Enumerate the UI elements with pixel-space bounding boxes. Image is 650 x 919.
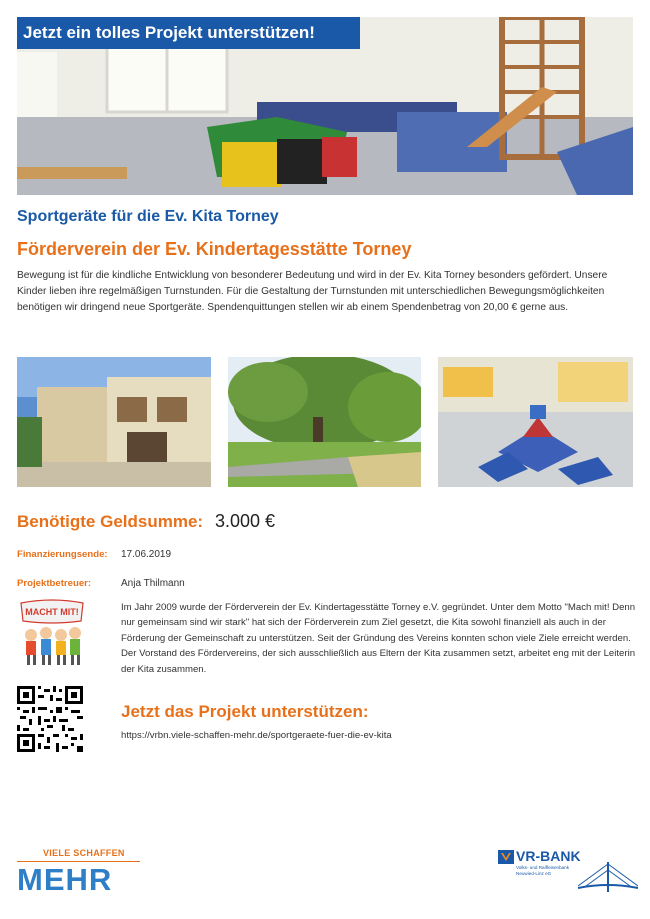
hero-image: [17, 17, 633, 195]
viele-schaffen-mehr-logo: [17, 848, 142, 896]
vr-bank-emblem-icon: [498, 850, 514, 864]
qr-code[interactable]: [17, 686, 83, 752]
vr-bank-subtitle: Volks- und Raiffeisenbank Neuwied-Linz eG: [516, 865, 570, 876]
photo-kita-gym: [438, 357, 633, 487]
funding-label: Benötigte Geldsumme:: [17, 512, 204, 531]
hero-banner: Jetzt ein tolles Projekt unterstützen!: [17, 17, 360, 49]
machmit-logo: [17, 599, 87, 667]
photo-kita-building: [17, 357, 211, 487]
vs-logo-big-text: MEHR: [17, 862, 113, 897]
funding-end-label: Finanzierungsende:: [17, 549, 108, 560]
manager-label: Projektbetreuer:: [17, 578, 92, 589]
funding-end-date: 17.06.2019: [121, 549, 172, 560]
funding-amount: 3.000 €: [215, 511, 276, 531]
machmit-badge-text: MACHT MIT!: [25, 607, 79, 617]
project-description: Bewegung ist für die kindliche Entwicklung von besonderer Bedeutung und wird in der Ev. Kita Torney besonders gefördert. Unsere Kinder lieben ihre regelmäßigen Turnstunden. Für die Gestaltung der Turnstunden mit unterschiedlichen Bewegungsmöglichkeiten benötigen wir dringend neue Sportgeräte. Spendenquittungen stellen wir ab einem Spendenbetrag von 20,00 € gerne aus.: [17, 270, 608, 313]
vr-bank-name: VR-BANK: [516, 848, 581, 864]
bridge-icon: [578, 862, 638, 894]
support-url-link[interactable]: https://vrbn.viele-schaffen-mehr.de/sportgeraete-fuer-die-ev-kita: [121, 730, 392, 741]
vr-bank-logo: [498, 848, 638, 898]
about-text: Im Jahr 2009 wurde der Förderverein der Ev. Kindertagesstätte Torney e.V. gegründet. Unter dem Motto "Mach mit! Denn nur gemeinsam sind wir stark" hat sich der Förderverein zum Ziel gesetzt, die Kita sowohl finanziell als auch in der Förderung der Gemeinschaft zu unterstützen. Seit der Gründung des Vereins konnten schon viele Ziele erreicht werden. Der Vorstand des Fördervereins, der sich ausschließlich aus Eltern der Kita zusammen setzt, arbeitet eng mit der Leiterin der Kita zusammen.: [121, 602, 636, 675]
project-title: Sportgeräte für die Ev. Kita Torney: [17, 208, 279, 225]
organization-name: Förderverein der Ev. Kindertagesstätte Torney: [17, 239, 412, 259]
photo-kita-garden: [228, 357, 421, 487]
support-title: Jetzt das Projekt unterstützen:: [121, 702, 369, 721]
manager-name: Anja Thilmann: [121, 578, 185, 589]
vs-logo-top-text: VIELE SCHAFFEN: [43, 848, 125, 858]
